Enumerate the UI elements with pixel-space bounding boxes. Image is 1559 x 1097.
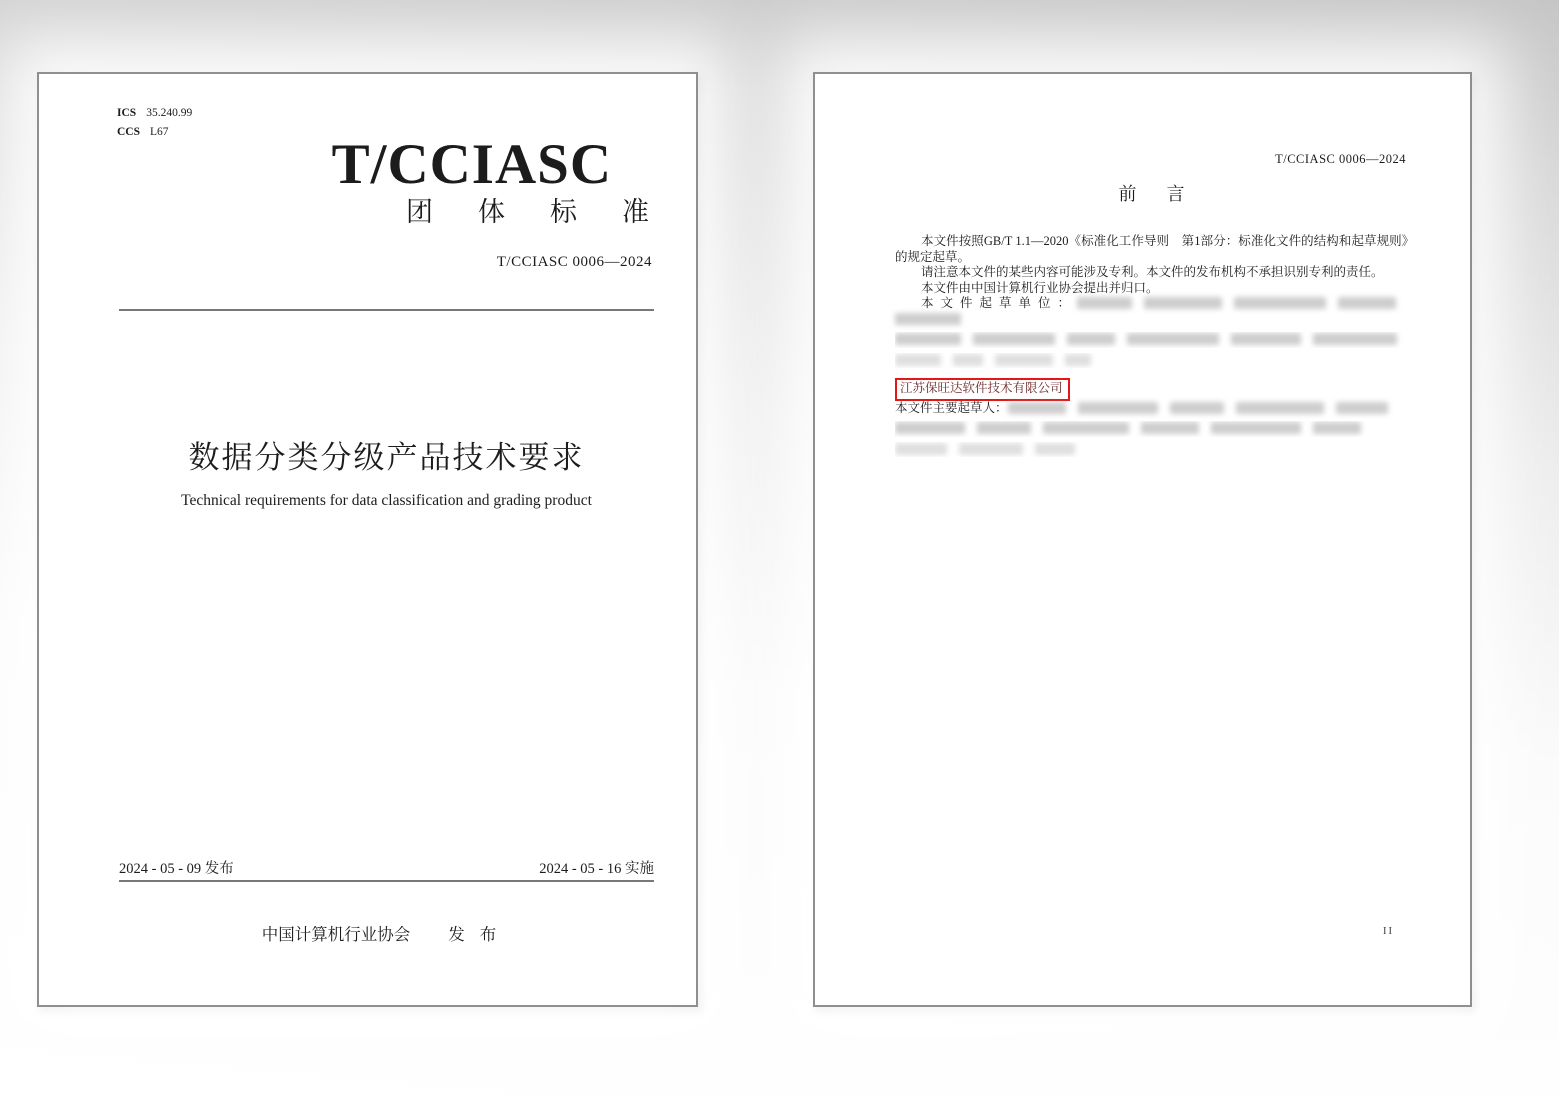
foreword-paragraph-2: 请注意本文件的某些内容可能涉及专利。本文件的发布机构不承担识别专利的责任。 xyxy=(921,265,1384,279)
redacted-text-blur xyxy=(1078,402,1158,414)
redacted-text-blur xyxy=(1144,297,1222,309)
foreword-paragraph-1: 本文件按照GB/T 1.1—2020《标准化工作导则 第1部分：标准化文件的结构和起草规则》的规定起草。 xyxy=(895,234,1408,264)
foreword-paragraph-3: 本文件由中国计算机行业协会提出并归口。 xyxy=(921,280,1159,295)
redacted-text-blur xyxy=(1313,422,1361,434)
redacted-text-blur xyxy=(973,333,1055,345)
ccs-value: L67 xyxy=(150,126,169,138)
redacted-text-blur xyxy=(977,422,1031,434)
document-title-zh: 数据分类分级产品技术要求 xyxy=(188,440,585,475)
ccs-label: CCS xyxy=(117,126,141,138)
redacted-line xyxy=(895,442,1408,458)
redacted-text-blur xyxy=(895,354,941,366)
foreword-page xyxy=(813,72,1472,1007)
redacted-line xyxy=(895,421,1408,437)
implement-date: 2024 - 05 - 16 实施 xyxy=(539,861,654,877)
document-title-en: Technical requirements for data classification and grading product xyxy=(181,492,592,509)
redacted-text-blur xyxy=(1008,402,1066,414)
foreword-heading: 前言 xyxy=(1118,184,1215,204)
standard-type-label: 团体标准 xyxy=(406,197,694,227)
redacted-text-blur xyxy=(1065,354,1091,366)
publisher-label: 发布 xyxy=(448,925,512,944)
redacted-line xyxy=(895,332,1408,348)
drafting-units-label: 本文件起草单位： xyxy=(921,296,1077,310)
issue-date: 2024 - 05 - 09 发布 xyxy=(119,861,234,877)
header-divider xyxy=(119,309,654,311)
redacted-text-blur xyxy=(1043,422,1129,434)
redacted-text-blur xyxy=(1236,402,1324,414)
redacted-text-blur xyxy=(1336,402,1388,414)
redacted-text-blur xyxy=(895,333,961,345)
page-header-standard-number: T/CCIASC 0006—2024 xyxy=(1275,152,1406,166)
dates-row xyxy=(119,857,654,878)
redacted-text-blur xyxy=(1141,422,1199,434)
redacted-text-blur xyxy=(895,443,947,455)
ccs-line xyxy=(117,123,192,142)
redacted-text-blur xyxy=(1338,297,1396,309)
redacted-text-blur xyxy=(1170,402,1224,414)
redacted-text-blur xyxy=(1035,443,1075,455)
highlighted-company-line xyxy=(895,378,1408,401)
redacted-text-blur xyxy=(1211,422,1301,434)
ics-value: 35.240.99 xyxy=(146,107,193,119)
publisher-org: 中国计算机行业协会 xyxy=(261,925,411,944)
standard-body-logo: T/CCIASC xyxy=(331,133,612,196)
dates-divider xyxy=(119,880,654,882)
classification-codes xyxy=(117,104,192,142)
highlighted-company: 江苏保旺达软件技术有限公司 xyxy=(895,378,1070,401)
ics-line xyxy=(117,104,192,123)
redacted-line xyxy=(895,353,1408,369)
redacted-text-blur xyxy=(1067,333,1115,345)
drafters-label: 本文件主要起草人： xyxy=(895,400,1008,415)
redacted-text-blur xyxy=(1231,333,1301,345)
drafters-line xyxy=(895,401,1408,417)
redacted-text-blur xyxy=(1127,333,1219,345)
drafting-units-line xyxy=(895,296,1408,327)
redacted-text-blur xyxy=(895,422,965,434)
cover-page xyxy=(37,72,698,1007)
redacted-text-blur xyxy=(1313,333,1397,345)
redacted-text-blur xyxy=(995,354,1053,366)
ics-label: ICS xyxy=(117,107,137,119)
redacted-text-blur xyxy=(895,313,961,325)
standard-number: T/CCIASC 0006—2024 xyxy=(496,254,652,270)
redacted-text-blur xyxy=(1077,297,1132,309)
page-number: II xyxy=(1383,926,1394,937)
foreword-body xyxy=(895,234,1408,457)
redacted-text-blur xyxy=(1234,297,1326,309)
publisher-line xyxy=(119,921,654,945)
redacted-text-blur xyxy=(959,443,1023,455)
redacted-text-blur xyxy=(953,354,983,366)
